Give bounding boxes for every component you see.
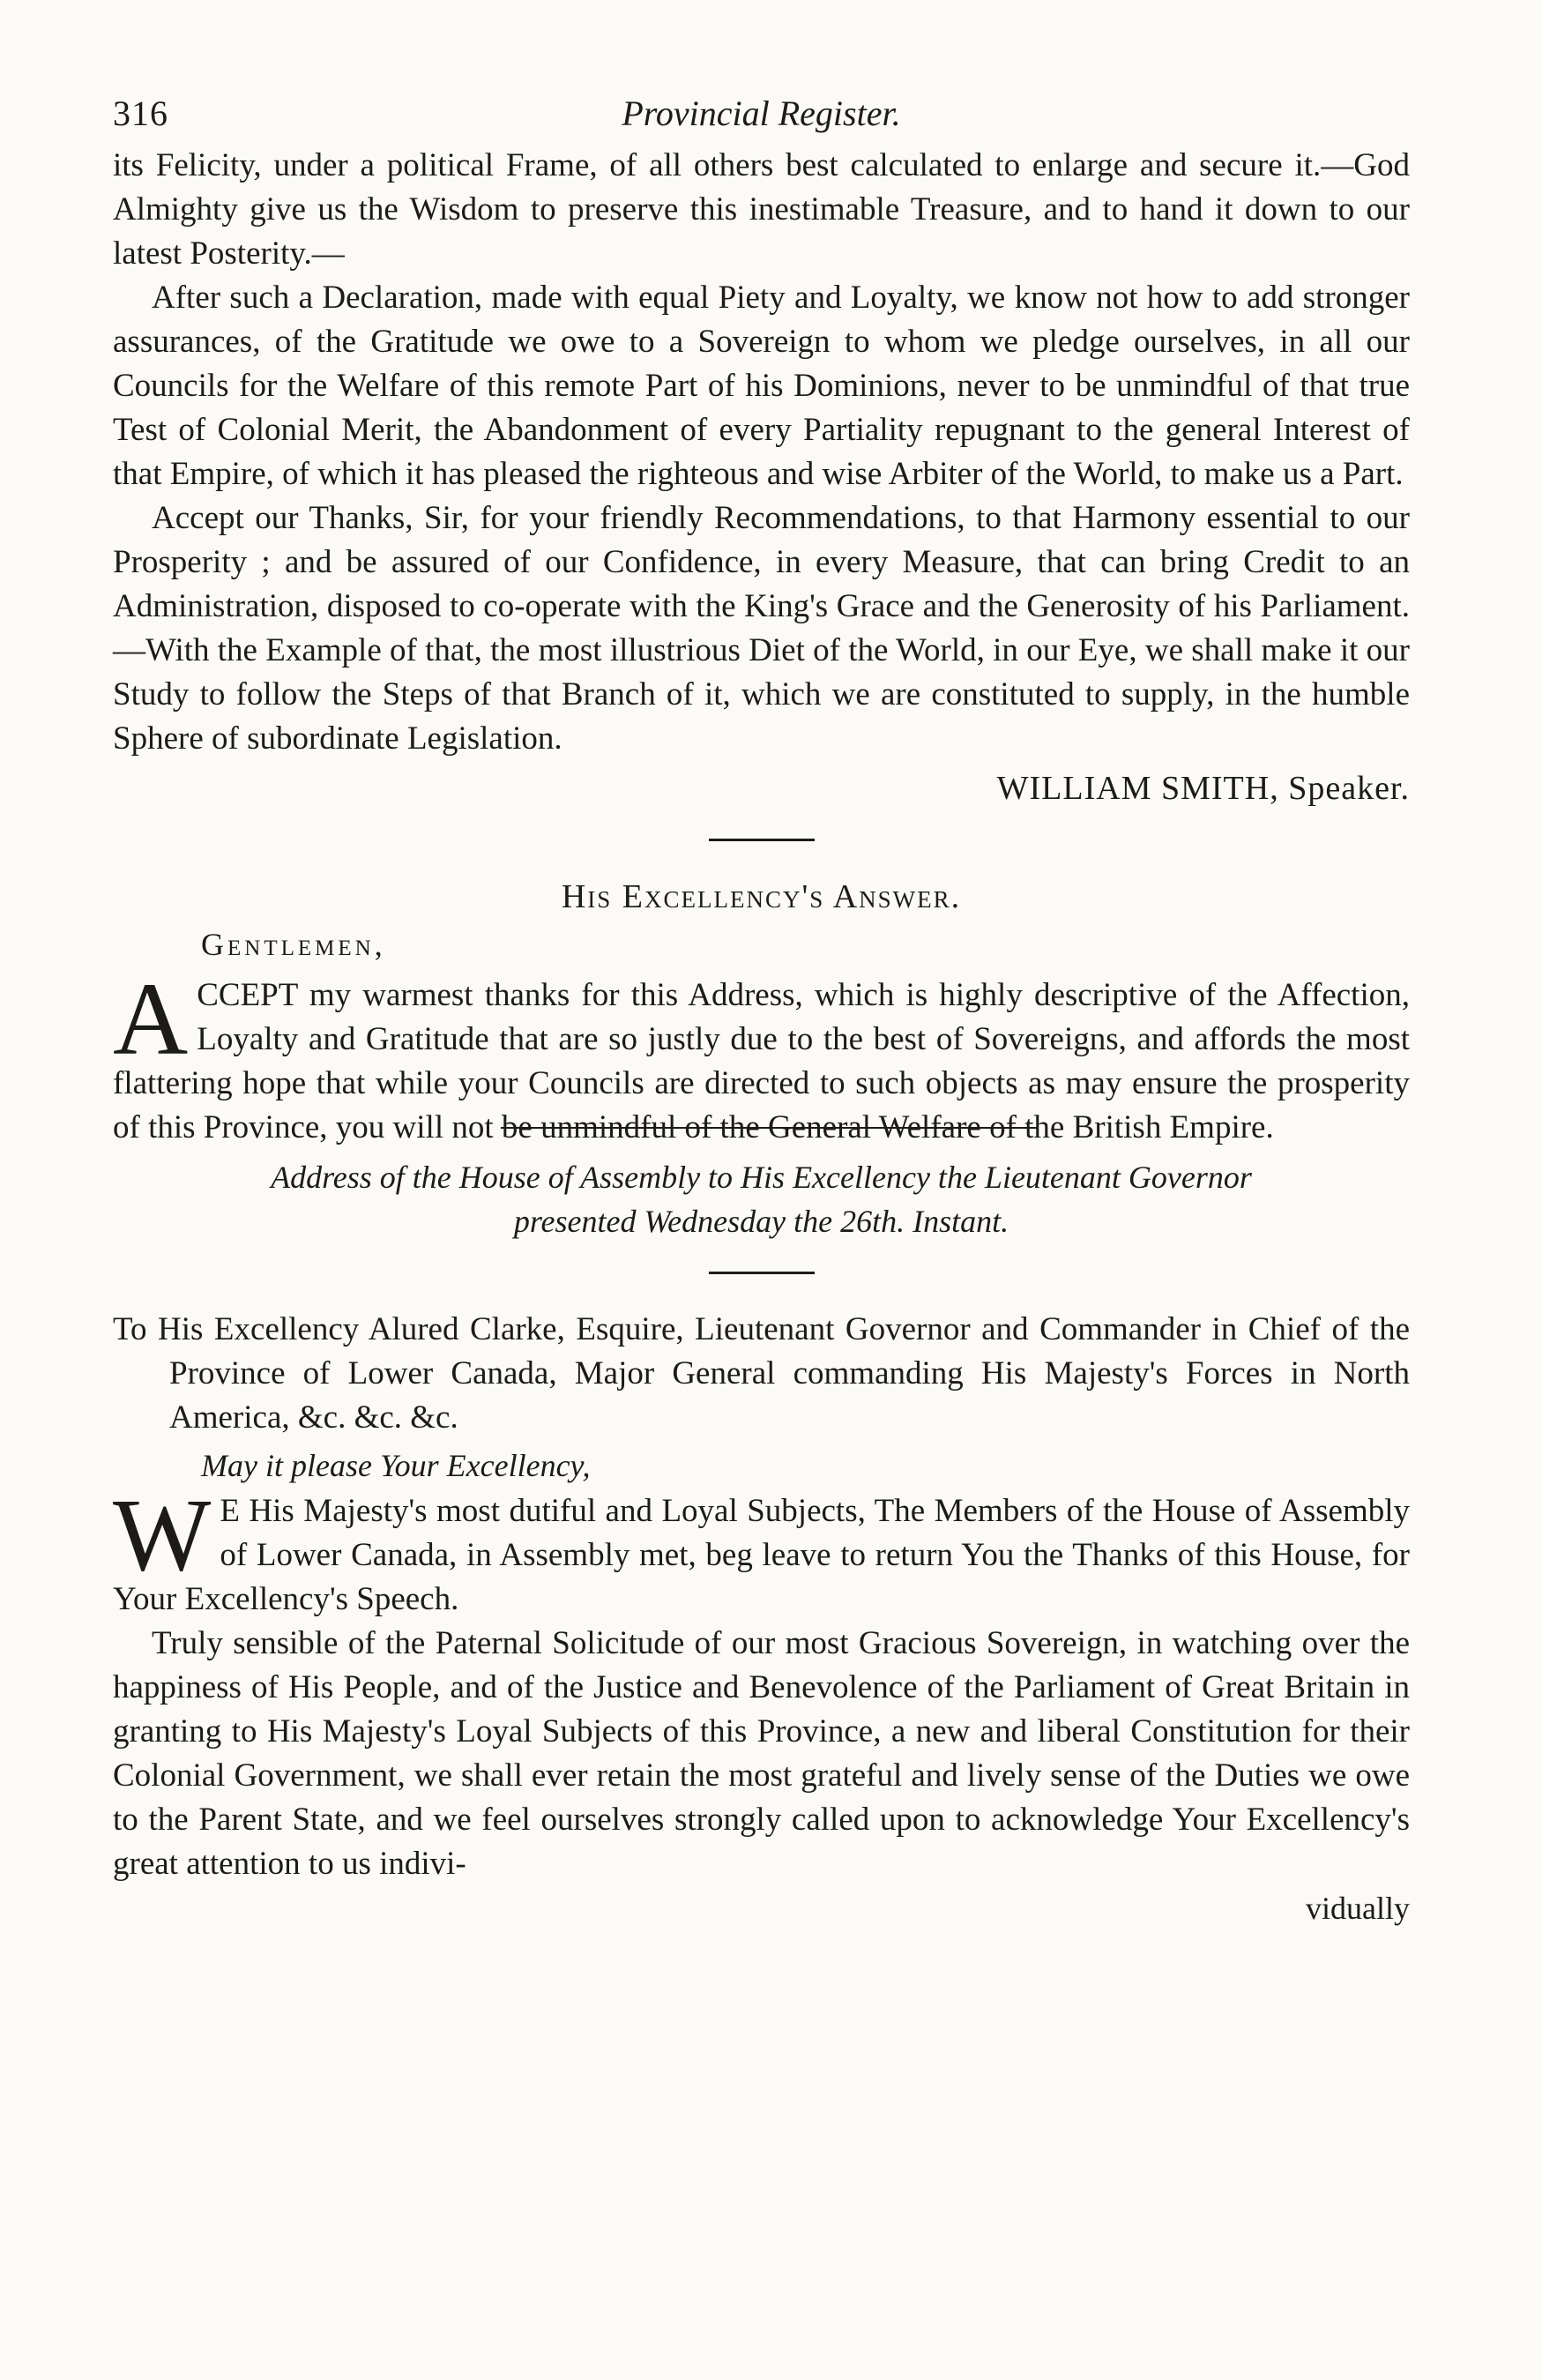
addressee-block: To His Excellency Alured Clarke, Esquire, Lieutenant Governor and Commander in Chief of the Province of Lower Canada, Major General commanding His Majesty's Forces in North America, &c. &c. &c.	[113, 1311, 1410, 1436]
address-title-line-1: Address of the House of Assembly to His Excellency the Lieutenant Governor	[271, 1160, 1252, 1195]
reply-paragraph-3: Accept our Thanks, Sir, for your friendly Recommendations, to that Harmony essential to our Prosperity ; and be assured of our Confidence, in every Measure, that can bring Credit to an Administration, disposed to co-operate with the King's Grace and the Generosity of his Parliament.—With the Example of that, the most illustrious Diet of the World, in our Eye, we shall make it our Study to follow the Steps of that Branch of it, which we are constituted to supply, in the humble Sphere of subordinate Legislation.	[113, 500, 1410, 757]
answer-salutation: Gentlemen,	[201, 927, 386, 962]
reply-paragraph-2: After such a Declaration, made with equal Piety and Loyalty, we know not how to add stronger assurances, of the Gratitude we owe to a Sovereign to whom we pledge ourselves, in all our Councils for the Welfare of this remote Part of his Dominions, never to be unmindful of that true Test of Colonial Merit, the Abandonment of every Partiality repugnant to the general Interest of that Empire, of which it has pleased the righteous and wise Arbiter of the World, to make us a Part.	[113, 280, 1410, 492]
answer-body	[113, 961, 1410, 1150]
address-title-line-2: presented Wednesday the 26th. Instant.	[513, 1204, 1009, 1239]
may-it-please: May it please Your Excellency,	[201, 1448, 591, 1483]
running-head	[113, 93, 1410, 144]
reply-paragraph-1: its Felicity, under a political Frame, of all others best calculated to enlarge and secure it.—God Almighty give us the Wisdom to preserve this inestimable Treasure, and to hand it down to our latest Posterity.—	[113, 147, 1410, 272]
drop-cap-a: A	[113, 961, 189, 1077]
address-paragraph-1: E His Majesty's most dutiful and Loyal Subjects, The Members of the House of Assembly of Lower Canada, in Assembly met, beg leave to return You the Thanks of this House, for Your Excellency's Speech.	[113, 1493, 1410, 1617]
speech-reply	[113, 144, 1410, 810]
answer-section	[113, 875, 1410, 1150]
page-number: 316	[113, 93, 168, 133]
answer-paragraph: CCEPT my warmest thanks for this Address, which is highly descriptive of the Affection, Loyalty and Gratitude that are so justly due to the best of Sovereigns, and affords the most flattering hope that while your Councils are directed to such objects as may ensure the prosperity of this Province, you will not be unmindful of the General Welfare of the British Empire.	[113, 977, 1410, 1145]
address-paragraph-2: Truly sensible of the Paternal Solicitude of our most Gracious Sovereign, in watching over the happiness of His People, and of the Justice and Benevolence of the Parliament of Great Britain in granting to His Majesty's Loyal Subjects of this Province, a new and liberal Constitution for their Colonial Government, we shall ever retain the most grateful and lively sense of the Duties we owe to the Parent State, and we feel ourselves strongly called upon to acknowledge Your Excellency's great attention to us indivi-	[113, 1625, 1410, 1882]
catchword: vidually	[1306, 1891, 1410, 1926]
address-title	[113, 1155, 1410, 1243]
assembly-address-section	[113, 1155, 1410, 1930]
title-divider	[709, 1272, 815, 1274]
running-title: Provincial Register.	[622, 93, 901, 133]
section-divider	[709, 839, 815, 841]
answer-heading: His Excellency's Answer.	[561, 878, 962, 915]
speaker-signature: WILLIAM SMITH, Speaker.	[996, 770, 1410, 807]
drop-cap-w: W	[113, 1477, 212, 1593]
address-body	[113, 1477, 1410, 1886]
